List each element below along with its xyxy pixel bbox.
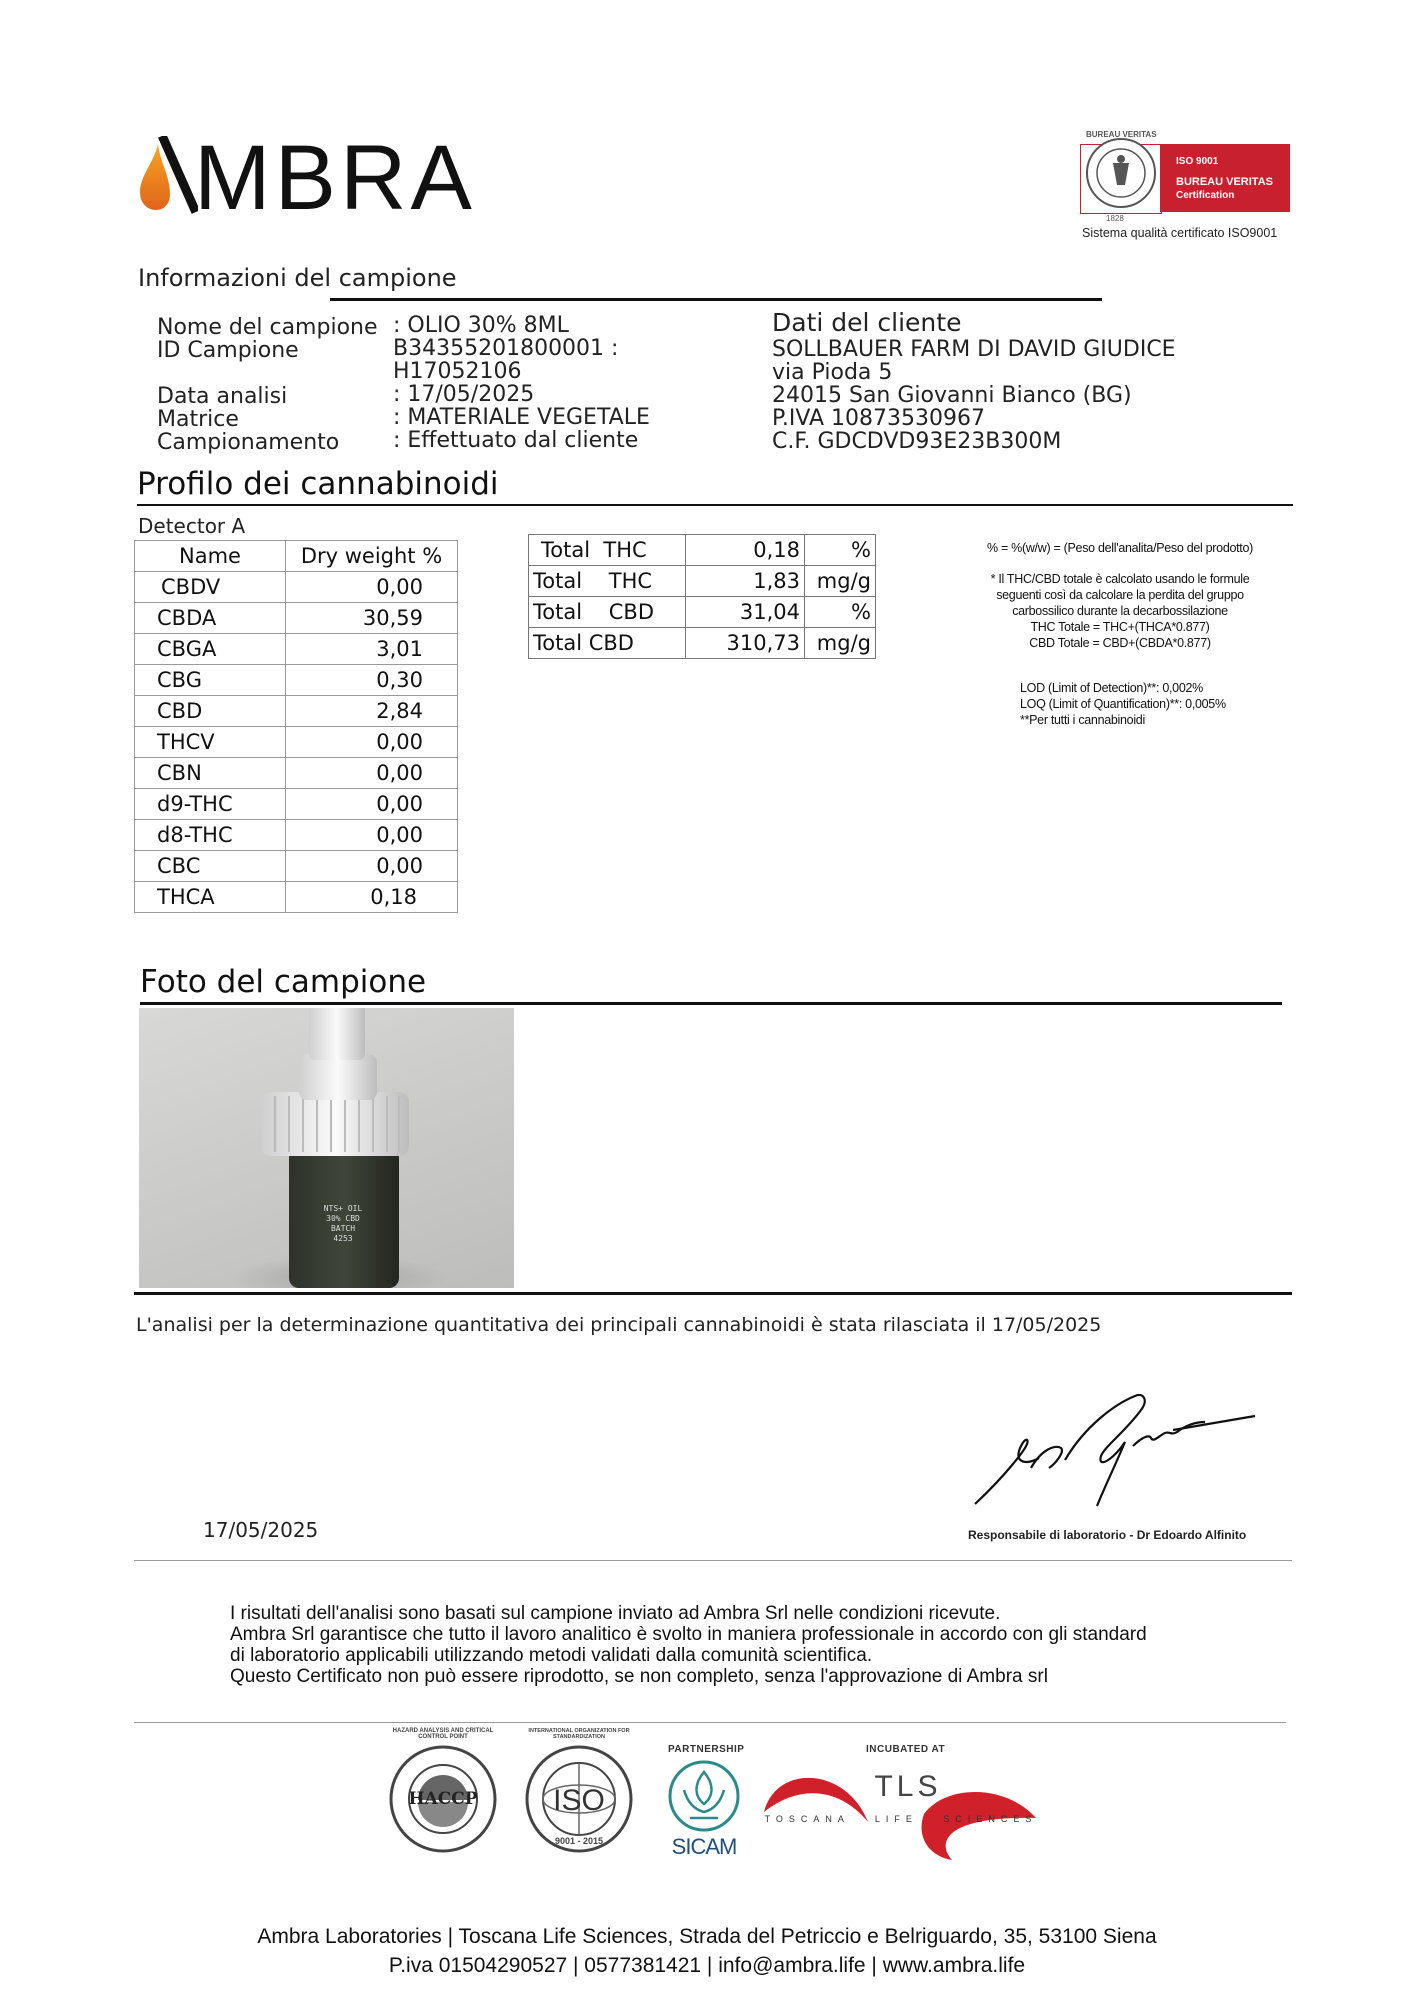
row-name: CBG (135, 665, 286, 696)
note-line: THC Totale = THC+(THCA*0.877) (1030, 620, 1210, 634)
client-block (772, 308, 1232, 453)
photo-divider (140, 1002, 1282, 1005)
disclaimer (230, 1603, 1210, 1687)
cannabinoid-table (134, 540, 458, 913)
partnership-label: PARTNERSHIP (668, 1744, 745, 1755)
row-name: CBN (135, 758, 286, 789)
photo-title: Foto del campione (140, 964, 427, 1000)
sicam-text: SICAM (671, 1834, 737, 1859)
label-line: BATCH (330, 1224, 356, 1233)
iso-logo (524, 1728, 634, 1854)
row-name: THCA (135, 882, 286, 913)
row-name: CBGA (135, 634, 286, 665)
disclaimer-divider (134, 1722, 1286, 1723)
row-value: 0,00 (286, 789, 458, 820)
total-label: Total CBD (529, 628, 686, 659)
table-row (135, 820, 458, 851)
note-line: LOQ (Limit of Quantification)**: 0,005% (1020, 697, 1226, 711)
cert-caption: Sistema qualità certificato ISO9001 (1082, 226, 1278, 240)
note-line: CBD Totale = CBD+(CBDA*0.877) (1029, 636, 1211, 650)
client-tax-code: C.F. GDCDVD93E23B300M (772, 429, 1062, 454)
label-sampling: Campionamento (157, 430, 340, 455)
note-line: carbossilico durante la decarbossilazione (1012, 604, 1228, 618)
sicam-logo (664, 1760, 744, 1860)
client-city: 24015 San Giovanni Bianco (BG) (772, 383, 1132, 408)
total-unit: % (805, 535, 876, 566)
label-matrix: Matrice (157, 407, 239, 432)
row-value: 0,00 (286, 572, 458, 603)
row-name: THCV (135, 727, 286, 758)
signature-date: 17/05/2025 (203, 1518, 319, 1542)
table-row (135, 572, 458, 603)
sample-info-title: Informazioni del campione (138, 264, 457, 292)
brand-name: MBRA (194, 127, 476, 229)
bv-certification-box (1160, 144, 1290, 212)
disclaimer-line: di laboratorio applicabili utilizzando metodi validati dalla comunità scientifica. (230, 1645, 873, 1666)
value-sample-id: B34355201800001 : (393, 336, 619, 361)
label-line: NTS+ OIL (323, 1204, 363, 1213)
table-row (135, 851, 458, 882)
total-unit: mg/g (805, 566, 876, 597)
ambra-a-stroke (158, 136, 198, 216)
table-row (529, 597, 876, 628)
table-row (529, 628, 876, 659)
value-sample-name: : OLIO 30% 8ML (393, 313, 569, 338)
tls-subtitle: TOSCANA LIFE SCIENCES (764, 1814, 1038, 1824)
label-sample-name: Nome del campione (157, 315, 378, 340)
total-value: 0,18 (686, 535, 805, 566)
table-row (135, 603, 458, 634)
total-value: 310,73 (686, 628, 805, 659)
formula-note (960, 540, 1280, 556)
col-name: Name (135, 541, 286, 572)
sample-info-values (393, 314, 773, 452)
label-analysis-date: Data analisi (157, 384, 288, 409)
row-value: 0,00 (286, 727, 458, 758)
signature-divider (134, 1560, 1292, 1561)
signature-caption: Responsabile di laboratorio - Dr Edoardo Alfinito (968, 1528, 1247, 1542)
note-line: LOD (Limit of Detection)**: 0,002% (1020, 681, 1203, 695)
detector-label: Detector A (138, 514, 246, 538)
limits-note (1020, 680, 1280, 728)
disclaimer-line: Questo Certificato non può essere riprodotto, se non completo, senza l'approvazione di Ambra srl (230, 1666, 1048, 1687)
row-value: 3,01 (286, 634, 458, 665)
table-row (135, 634, 458, 665)
row-value: 0,00 (286, 820, 458, 851)
row-value: 30,59 (286, 603, 458, 634)
row-value: 0,00 (286, 758, 458, 789)
iso-text: ISO (553, 1784, 605, 1817)
ambra-logo (136, 127, 476, 229)
table-row (135, 696, 458, 727)
total-unit: mg/g (805, 628, 876, 659)
iso-label: ISO 9001 (1176, 156, 1219, 167)
client-name: SOLLBAUER FARM DI DAVID GIUDICE (772, 337, 1176, 362)
sicam-emblem-icon (664, 1760, 744, 1832)
table-row (135, 727, 458, 758)
haccp-logo (388, 1728, 498, 1854)
total-label: Total THC (529, 535, 686, 566)
total-label: Total CBD (529, 597, 686, 628)
sample-info-labels (157, 316, 387, 454)
row-name: d9-THC (135, 789, 286, 820)
table-header (135, 541, 458, 572)
row-name: d8-THC (135, 820, 286, 851)
table-row (135, 789, 458, 820)
totals-table (528, 534, 876, 659)
value-sample-id-cont: H17052106 (393, 359, 522, 384)
seal-year: 1828 (1106, 214, 1124, 223)
photo-bottom-divider (134, 1292, 1292, 1295)
label-line: 4253 (333, 1234, 353, 1243)
total-label: Total THC (529, 566, 686, 597)
footer-contacts: P.iva 01504290527 | 0577381421 | info@ambra.life | www.ambra.life (388, 1954, 1026, 1977)
certification-badge (1080, 130, 1290, 242)
label-line: 30% CBD (326, 1214, 360, 1223)
table-row (135, 882, 458, 913)
value-analysis-date: : 17/05/2025 (393, 382, 535, 407)
row-name: CBD (135, 696, 286, 727)
row-value: 2,84 (286, 696, 458, 727)
formula-line: % = %(w/w) = (Peso dell'analita/Peso del prodotto) (986, 541, 1253, 555)
release-statement: L'analisi per la determinazione quantitativa dei principali cannabinoidi è stata rilasciata il 17/05/2025 (136, 1314, 1102, 1336)
iso-ring-text: INTERNATIONAL ORGANIZATION FOR STANDARDIZATION (528, 1728, 630, 1740)
row-name: CBDV (135, 572, 286, 603)
haccp-text: HACCP (408, 1789, 478, 1809)
table-row (135, 665, 458, 696)
profile-divider (137, 504, 1293, 506)
profile-title: Profilo dei cannabinoidi (137, 466, 499, 502)
sample-info-divider (330, 298, 1102, 301)
label-spacer (157, 362, 387, 385)
client-title: Dati del cliente (772, 308, 962, 337)
seal-ring-text: BUREAU VERITAS (1086, 130, 1157, 139)
total-value: 31,04 (686, 597, 805, 628)
total-unit: % (805, 597, 876, 628)
note-line: seguenti così da calcolare la perdita del gruppo (996, 588, 1244, 602)
iso-year: 9001 - 2015 (554, 1836, 604, 1846)
bottle-label (304, 1204, 382, 1248)
incubated-label: INCUBATED AT (866, 1744, 946, 1755)
client-street: via Pioda 5 (772, 360, 893, 385)
total-value: 1,83 (686, 566, 805, 597)
row-name: CBDA (135, 603, 286, 634)
signature-image (965, 1386, 1265, 1516)
table-row (529, 535, 876, 566)
disclaimer-line: I risultati dell'analisi sono basati sul campione inviato ad Ambra Srl nelle condizioni ricevute. (230, 1603, 1001, 1624)
table-row (529, 566, 876, 597)
tls-logo (756, 1756, 1046, 1866)
tls-text: TLS (874, 1770, 942, 1803)
row-value: 0,18 (286, 882, 458, 913)
footer-address: Ambra Laboratories | Toscana Life Sciences, Strada del Petriccio e Belriguardo, 35, 53100 Siena (257, 1925, 1157, 1948)
seal-icon (1081, 133, 1161, 213)
haccp-ring-text: HAZARD ANALYSIS AND CRITICAL CONTROL POINT (392, 1728, 494, 1740)
client-vat: P.IVA 10873530967 (772, 406, 985, 431)
value-sampling: : Effettuato dal cliente (393, 428, 639, 453)
note-line: * Il THC/CBD totale è calcolato usando le formule (990, 572, 1250, 586)
row-name: CBC (135, 851, 286, 882)
bv-label: BUREAU VERITAS (1176, 176, 1273, 188)
sample-photo (139, 1008, 514, 1288)
row-value: 0,00 (286, 851, 458, 882)
bureau-veritas-seal (1080, 144, 1162, 214)
total-calc-note (960, 571, 1280, 651)
value-matrix: : MATERIALE VEGETALE (393, 405, 650, 430)
certification-label: Certification (1176, 190, 1235, 201)
label-sample-id: ID Campione (157, 338, 299, 363)
row-value: 0,30 (286, 665, 458, 696)
note-line: **Per tutti i cannabinoidi (1020, 713, 1145, 727)
disclaimer-line: Ambra Srl garantisce che tutto il lavoro analitico è svolto in maniera professionale in accordo con gli standard (230, 1624, 1147, 1645)
col-dry-weight: Dry weight % (286, 541, 458, 572)
table-row (135, 758, 458, 789)
